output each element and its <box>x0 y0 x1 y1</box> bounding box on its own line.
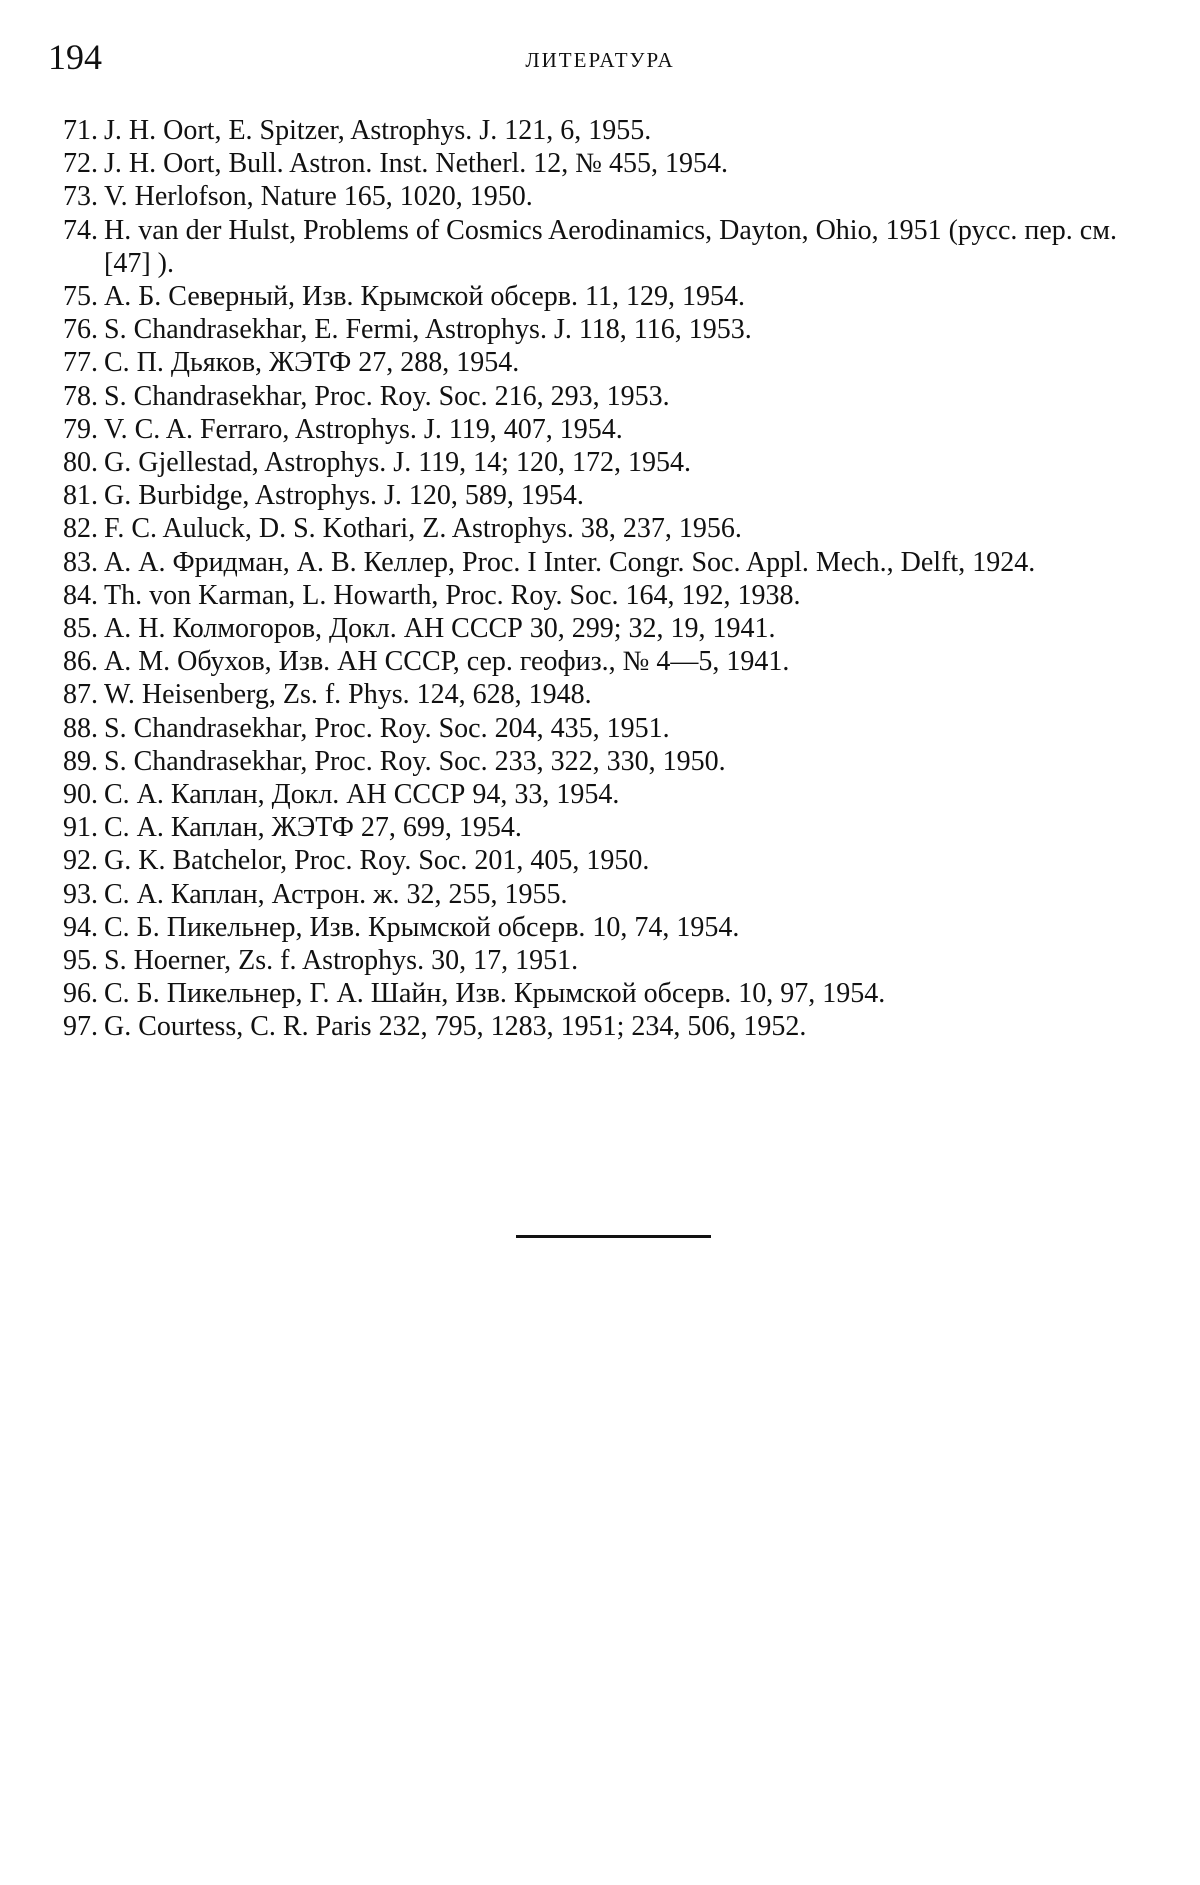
reference-number: 82. <box>63 513 98 545</box>
reference-number: 89. <box>63 745 98 777</box>
reference-text: С. Б. Пикельнер, Г. А. Шайн, Изв. Крымской обсерв. 10, 97, 1954. <box>104 978 886 1010</box>
reference-number: 71. <box>63 115 98 146</box>
reference-number: 85. <box>63 613 98 645</box>
reference-item <box>48 479 1158 512</box>
reference-text: С. Б. Пикельнер, Изв. Крымской обсерв. 10, 74, 1954. <box>104 911 740 943</box>
reference-text: G. Burbidge, Astrophys. J. 120, 589, 1954. <box>104 480 584 512</box>
reference-item <box>48 280 1158 313</box>
reference-number: 96. <box>63 978 98 1010</box>
reference-number: 72. <box>63 148 98 180</box>
reference-text: V. C. A. Ferraro, Astrophys. J. 119, 407, 1954. <box>104 413 623 445</box>
reference-number: 88. <box>63 712 98 744</box>
reference-text: F. C. Auluck, D. S. Kothari, Z. Astrophys. 38, 237, 1956. <box>104 513 742 545</box>
reference-item <box>48 446 1158 479</box>
reference-list <box>48 114 1158 1044</box>
reference-number: 94. <box>63 911 98 943</box>
reference-number: 76. <box>63 314 98 346</box>
reference-number: 78. <box>63 380 98 412</box>
reference-item <box>48 380 1158 413</box>
reference-item <box>48 645 1158 678</box>
reference-text: H. van der Hulst, Problems of Cosmics Aerodinamics, Dayton, Ohio, 1951 (русс. пер. см. [47] ). <box>104 214 1117 279</box>
reference-item <box>48 346 1158 379</box>
reference-number: 95. <box>63 945 98 977</box>
reference-text: S. Chandrasekhar, Proc. Roy. Soc. 233, 322, 330, 1950. <box>104 745 726 777</box>
reference-item <box>48 811 1158 844</box>
reference-text: S. Chandrasekhar, Proc. Roy. Soc. 216, 293, 1953. <box>104 380 670 412</box>
reference-item <box>48 114 1158 147</box>
reference-number: 79. <box>63 413 98 445</box>
reference-text: А. М. Обухов, Изв. АН СССР, сер. геофиз., № 4—5, 1941. <box>104 646 790 678</box>
reference-item <box>48 1010 1158 1043</box>
reference-text: С. П. Дьяков, ЖЭТФ 27, 288, 1954. <box>104 347 520 379</box>
reference-item <box>48 579 1158 612</box>
reference-item <box>48 180 1158 213</box>
reference-number: 77. <box>63 347 98 379</box>
reference-number: 73. <box>63 181 98 213</box>
reference-item <box>48 678 1158 711</box>
reference-number: 80. <box>63 447 98 479</box>
reference-item <box>48 712 1158 745</box>
reference-text: А. А. Фридман, А. В. Келлер, Proc. I Inter. Congr. Soc. Appl. Mech., Delft, 1924. <box>104 546 1036 578</box>
reference-text: С. А. Каплан, Астрон. ж. 32, 255, 1955. <box>104 878 568 910</box>
reference-item <box>48 546 1158 579</box>
reference-number: 87. <box>63 679 98 711</box>
reference-number: 97. <box>63 1011 98 1043</box>
reference-number: 75. <box>63 281 98 313</box>
reference-text: А. Н. Колмогоров, Докл. АН СССР 30, 299; 32, 19, 1941. <box>104 613 776 645</box>
reference-text: J. H. Oort, Bull. Astron. Inst. Netherl. 12, № 455, 1954. <box>104 148 729 180</box>
reference-text: J. H. Oort, E. Spitzer, Astrophys. J. 121, 6, 1955. <box>104 115 652 146</box>
running-title: ЛИТЕРАТУРА <box>525 48 675 72</box>
reference-item <box>48 944 1158 977</box>
reference-item <box>48 214 1158 280</box>
reference-text: G. Gjellestad, Astrophys. J. 119, 14; 120, 172, 1954. <box>104 447 691 479</box>
reference-item <box>48 778 1158 811</box>
reference-number: 92. <box>63 845 98 877</box>
reference-text: V. Herlofson, Nature 165, 1020, 1950. <box>104 181 533 213</box>
reference-item <box>48 878 1158 911</box>
reference-number: 90. <box>63 779 98 811</box>
reference-item <box>48 977 1158 1010</box>
reference-number: 86. <box>63 646 98 678</box>
page-header <box>48 36 1152 80</box>
reference-number: 74. <box>63 214 98 246</box>
reference-text: Th. von Karman, L. Howarth, Proc. Roy. Soc. 164, 192, 1938. <box>104 579 801 611</box>
reference-item <box>48 911 1158 944</box>
reference-item <box>48 844 1158 877</box>
reference-text: S. Chandrasekhar, Proc. Roy. Soc. 204, 435, 1951. <box>104 712 670 744</box>
reference-item <box>48 612 1158 645</box>
reference-text: W. Heisenberg, Zs. f. Phys. 124, 628, 1948. <box>104 679 592 711</box>
reference-item <box>48 745 1158 778</box>
reference-item <box>48 147 1158 180</box>
reference-number: 91. <box>63 812 98 844</box>
reference-text: G. Courtess, C. R. Paris 232, 795, 1283, 1951; 234, 506, 1952. <box>104 1011 807 1043</box>
reference-text: А. Б. Северный, Изв. Крымской обсерв. 11, 129, 1954. <box>104 281 745 313</box>
end-rule <box>516 1235 711 1238</box>
reference-number: 83. <box>63 546 98 578</box>
reference-number: 84. <box>63 579 98 611</box>
reference-text: С. А. Каплан, ЖЭТФ 27, 699, 1954. <box>104 812 522 844</box>
reference-item <box>48 512 1158 545</box>
reference-text: S. Chandrasekhar, E. Fermi, Astrophys. J. 118, 116, 1953. <box>104 314 752 346</box>
reference-number: 93. <box>63 878 98 910</box>
reference-item <box>48 413 1158 446</box>
reference-number: 81. <box>63 480 98 512</box>
reference-text: G. K. Batchelor, Proc. Roy. Soc. 201, 405, 1950. <box>104 845 650 877</box>
reference-text: С. А. Каплан, Докл. АН СССР 94, 33, 1954. <box>104 779 620 811</box>
page-number: 194 <box>48 37 102 77</box>
reference-item <box>48 313 1158 346</box>
reference-text: S. Hoerner, Zs. f. Astrophys. 30, 17, 1951. <box>104 945 579 977</box>
